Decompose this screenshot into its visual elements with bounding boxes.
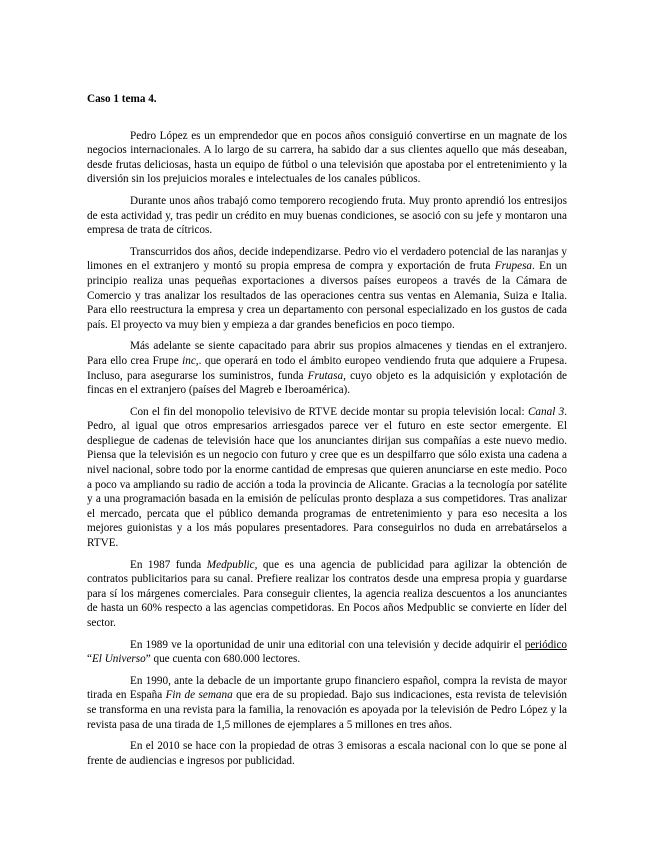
company-name-frutasa: Frutasa, xyxy=(307,369,346,382)
text-run: cuyo objeto es la adquisición y explotación de fincas en el extranjero (países del Magreb e Iberoamérica). xyxy=(87,369,568,397)
text-run: En 1990, ante la debacle de un importante grupo financiero español, compra la revista de mayor tirada en España xyxy=(87,674,567,702)
company-suffix-inc: inc, xyxy=(182,354,199,367)
magazine-name: Fin de semana xyxy=(165,689,233,702)
company-name-medpublic: Medpublic, xyxy=(206,558,258,571)
paragraph-2010: En el 2010 se hace con la propiedad de otras 3 emisoras a escala nacional con lo que se pone al frente de audiencias e ingresos por publicidad. xyxy=(87,740,567,767)
text-run: En 1989 ve la oportunidad de unir una editorial con una televisión y decide adquirir el xyxy=(130,638,525,651)
paragraph-medpublic xyxy=(87,558,567,631)
text-run: . Pedro, al igual que otros empresarios arriesgados parece ver el futuro en este sector emergente. El despliegue de cadenas de televisión hace que los anunciantes dirijan sus compañías a este nuevo medio. Piensa que la televisión es un negocio con futuro y cree que es un despilfarro que sólo exista una cadena a nivel nacional, sobre todo por la enorme cantidad de empresas que quieren anunciarse en este medio. Poco a poco va ampliando su radio de acción a toda la provincia de Alicante. Gracias a la tecnología por satélite y a una programación basada en la emisión de películas pronto desplaza a sus competidores. Tras analizar el mercado, percata que el público demanda programas de entretenimiento y para eso necesita a los mejores guionistas y a los más populares presentadores. Para conseguirlos no duda en arrebatárselos a RTVE. xyxy=(87,405,568,550)
paragraph-frupesa xyxy=(87,245,567,333)
text-run: . que operará en todo el ámbito europeo vendiendo fruta que adquiere a Frupesa. Incluso, para asegurarse los suministros, funda xyxy=(87,354,567,382)
document-body xyxy=(87,92,567,775)
paragraph-el-universo xyxy=(87,638,567,667)
text-run: ” que cuenta con 680.000 lectores. xyxy=(145,653,301,666)
newspaper-name: El Universo xyxy=(91,653,146,666)
channel-name-canal-3: Canal 3 xyxy=(527,405,565,418)
paragraph-frupe-inc xyxy=(87,339,567,397)
paragraph-temporero: Durante unos años trabajó como temporero recogiendo fruta. Muy pronto aprendió los entresijos de esta actividad y, tras pedir un crédito en muy buenas condiciones, se asoció con su jefe y montaron una empresa de trata de cítricos. xyxy=(87,194,567,237)
text-run: Más adelante se siente capacitado para abrir sus propios almacenes y tiendas en el extranjero. Para ello crea Frupe xyxy=(87,340,567,367)
text-run: que era de su propiedad. Bajo sus indicaciones, esta revista de televisión se transforma en una revista para la familia, la renovación es apoyada por la televisión de Pedro López y la revista pasa de una tirada de 1,5 millones de ejemplares a 5 millones en tres años. xyxy=(87,689,567,731)
company-name-frupesa: Frupesa xyxy=(494,260,533,273)
text-run: “ xyxy=(87,653,92,666)
underlined-word: periódico xyxy=(524,638,567,651)
text-run: En 1987 funda xyxy=(130,558,207,571)
text-run: que es una agencia de publicidad para agilizar la obtención de contratos publicitarios para su canal. Prefiere realizar los contratos desde una empresa propia y guardarse para sí los márgenes comerciales. Para conseguir clientes, la agencia realiza descuentos a los anunciantes de hasta un 60% respecto a las agencias competidoras. En Pocos años Medpublic se convierte en líder del sector. xyxy=(87,558,568,629)
paragraph-canal-3 xyxy=(87,405,567,551)
text-run: . En un principio realiza unas pequeñas exportaciones a diversos países europeos a través de la Cámara de Comercio y tras analizar los resultados de las operaciones centra sus ventas en Alemania, Suiza e Italia. Para ello reestructura la empresa y crea un departamento con personal especializado en los gustos de cada país. El proyecto va muy bien y empieza a dar grandes beneficios en poco tiempo. xyxy=(87,260,567,331)
document-title: Caso 1 tema 4. xyxy=(87,93,157,105)
text-run: Transcurridos dos años, decide independizarse. Pedro vio el verdadero potencial de las naranjas y limones en el extranjero y montó su propia empresa de compra y exportación de fruta xyxy=(87,245,567,273)
paragraph-fin-de-semana xyxy=(87,674,567,732)
text-run: Con el fin del monopolio televisivo de RTVE decide montar su propia televisión local: xyxy=(130,405,528,418)
paragraph-intro: Pedro López es un emprendedor que en pocos años consiguió convertirse en un magnate de los negocios internacionales. A lo largo de su carrera, ha sabido dar a sus clientes aquello que más deseaban, desde frutas deliciosas, hasta un equipo de fútbol o una televisión que apostaba por el entretenimiento y la diversión sin los prejuicios morales e intelectuales de los canales públicos. xyxy=(87,129,567,186)
